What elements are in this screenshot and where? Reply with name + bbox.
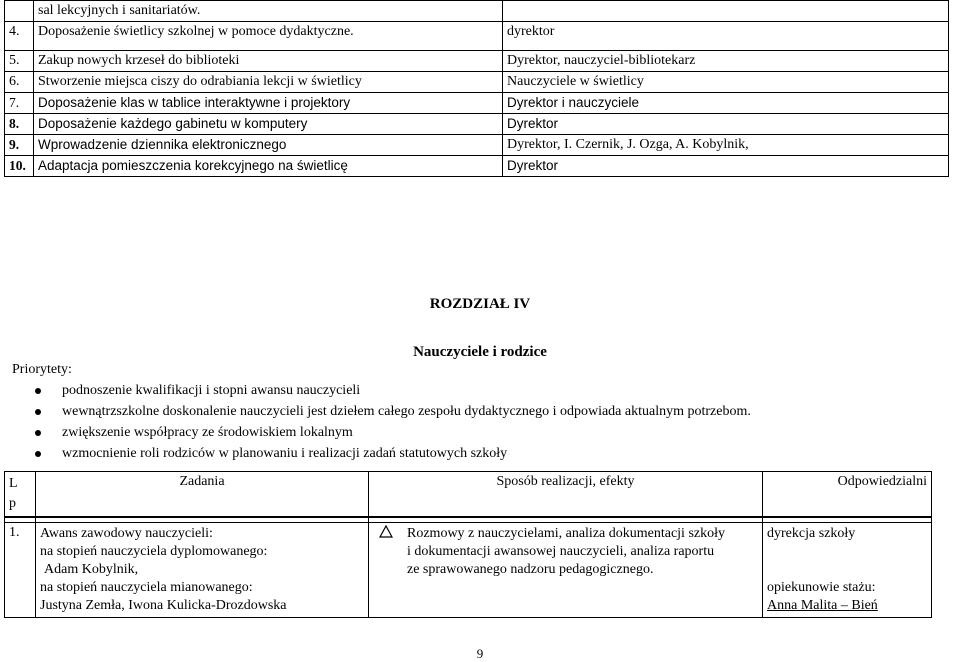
row-number: 5. [5,51,34,72]
header-lp-l: L [9,476,18,491]
row-number: 7. [5,93,34,114]
tasks-table-top [4,0,949,177]
header-method: Sposób realizacji, efekty [369,472,763,518]
header-lp [5,472,36,518]
row-task: Doposażenie świetlicy szkolnej w pomoce dydaktyczne. [34,22,503,51]
table-row [5,1,949,22]
row-responsible: Nauczyciele w świetlicy [503,72,949,93]
row-number: 9. [5,135,34,156]
row-task: Zakup nowych krzeseł do biblioteki [34,51,503,72]
task-line: na stopień nauczyciela dyplomowanego: [40,544,268,559]
row-responsible: Dyrektor, nauczyciel-bibliotekarz [503,51,949,72]
task-line: Awans zawodowy nauczycieli: [40,526,213,541]
priorities-list [62,380,751,464]
row-number: 8. [5,114,34,135]
table-row [5,72,949,93]
row-task: Stworzenie miejsca ciszy do odrabiania lekcji w świetlicy [34,72,503,93]
responsible-line: Anna Malita – Bień [767,598,878,613]
row-task: Wprowadzenie dziennika elektronicznego [34,135,503,156]
section-subtitle: Nauczyciele i rodzice [413,344,547,360]
row-number: 10. [5,156,34,177]
priority-item: wewnątrzszkolne doskonalenie nauczycieli jest dziełem całego zespołu dydaktycznego i odpowiada aktualnym potrzebom. [62,401,751,422]
row-task: Doposażenie klas w tablice interaktywne i projektory [34,93,503,114]
method-line: i dokumentacji awansowej nauczycieli, analiza raportu [407,544,715,559]
row-responsible [763,523,932,618]
priority-item: zwiększenie współpracy ze środowiskiem lokalnym [62,422,751,443]
table-row [5,114,949,135]
task-line: Justyna Zemła, Iwona Kulicka-Drozdowska [40,598,287,613]
method-line: ze sprawowanego nadzoru pedagogicznego. [407,562,654,577]
row-number [5,1,34,22]
row-responsible [503,1,949,22]
row-responsible: Dyrektor i nauczyciele [503,93,949,114]
priority-item: wzmocnienie roli rodziców w planowaniu i realizacji zadań statutowych szkoły [62,443,751,464]
priority-item: podnoszenie kwalifikacji i stopni awansu nauczycieli [62,380,751,401]
row-task: sal lekcyjnych i sanitariatów. [34,1,503,22]
table-row [5,135,949,156]
table-row [5,22,949,51]
responsible-line: opiekunowie stażu: [767,580,876,595]
tasks-table-teachers [4,471,932,618]
row-responsible: Dyrektor [503,114,949,135]
header-responsible: Odpowiedzialni [763,472,932,518]
row-responsible: Dyrektor [503,156,949,177]
table-row [5,51,949,72]
table-header-row [5,472,932,518]
task-line: na stopień nauczyciela mianowanego: [40,580,253,595]
row-number: 4. [5,22,34,51]
table-row [5,523,932,618]
method-line: Rozmowy z nauczycielami, analiza dokumentacji szkoły [407,526,725,541]
pointing-hand-icon [379,525,393,579]
row-task [36,523,369,618]
chapter-heading: ROZDZIAŁ IV [429,296,531,312]
row-responsible: Dyrektor, I. Czernik, J. Ozga, A. Kobylnik, [503,135,949,156]
row-task: Doposażenie każdego gabinetu w komputery [34,114,503,135]
header-lp-p: p [9,496,16,511]
row-responsible: dyrektor [503,22,949,51]
page-number: 9 [476,646,484,661]
row-number: 1. [5,523,36,618]
row-method [369,523,763,618]
row-number: 6. [5,72,34,93]
responsible-line: dyrekcja szkoły [767,526,856,541]
table-row [5,93,949,114]
row-task: Adaptacja pomieszczenia korekcyjnego na świetlicę [34,156,503,177]
header-tasks: Zadania [36,472,369,518]
priorities-label: Priorytety: [12,362,72,377]
task-line: Adam Kobylnik, [44,562,139,577]
table-row [5,156,949,177]
